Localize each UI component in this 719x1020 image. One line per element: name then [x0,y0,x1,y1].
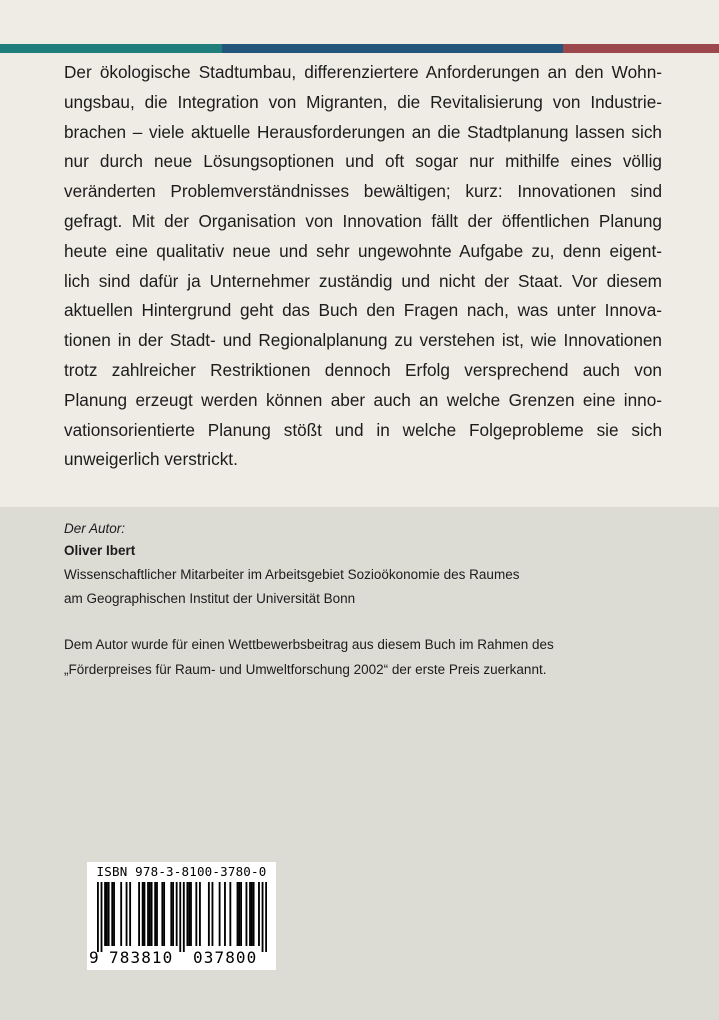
blurb-line: aktuellen Hintergrund geht das Buch den Fragen nach, was unter Innova- [64,300,662,321]
barcode-bar [154,882,156,946]
barcode-bar [249,882,251,946]
barcode-bar [265,882,267,952]
barcode-bar [144,882,146,946]
barcode-bar [262,882,264,952]
barcode-bar [195,882,197,946]
barcode-bar [113,882,115,946]
barcode-bar [101,882,103,952]
ean-first-digit: 9 [89,948,99,967]
blurb-line: nur durch neue Lösungsoptionen und oft sogar nur mithilfe eines völlig [64,151,662,172]
author-position-line-2: am Geographischen Institut der Universität Bonn [64,591,356,606]
isbn-label: ISBN 978-3-8100-3780-0 [96,864,267,879]
blurb-line: vationsorientierte Planung stößt und in welche Folgeprobleme sie sich [64,419,662,440]
barcode-bar [170,882,172,946]
barcode-bar [104,882,106,946]
barcode-bar [183,882,185,952]
author-position-line-1: Wissenschaftlicher Mitarbeiter im Arbeitsgebiet Sozioökonomie des Raumes [64,567,520,582]
award-line-1: Dem Autor wurde für einen Wettbewerbsbeitrag aus diesem Buch im Rahmen des [64,637,554,652]
blurb-line: brachen – viele aktuelle Herausforderungen an die Stadtplanung lassen sich [64,121,662,142]
barcode-bar [238,882,240,946]
blurb-line: veränderten Problemverständnisses bewältigen; kurz: Innovationen sind [64,181,662,202]
barcode-bar [188,882,190,946]
top-stripe-red [563,44,719,53]
barcode-bar [156,882,158,946]
blurb-line: heute eine qualitativ neue und sehr ungewohnte Aufgabe zu, denn eigent- [64,240,662,261]
barcode-bar [179,882,181,952]
blurb-line: Der ökologische Stadtumbau, differenziertere Anforderungen an den Wohn- [64,62,662,82]
award-line-2: „Förderpreises für Raum- und Umweltforschung 2002“ der erste Preis zuerkannt. [64,662,547,677]
barcode-bar [240,882,242,946]
top-stripe-teal [0,44,222,53]
barcode-bar [138,882,140,946]
ean-right-group: 037800 [193,948,258,967]
barcode-bar [142,882,144,946]
barcode-bar [176,882,178,946]
isbn-barcode [87,862,276,970]
blurb-line: Planung erzeugt werden können aber auch an welche Grenzen eine inno- [64,389,662,410]
barcode-bar [199,882,201,946]
book-blurb [64,58,662,475]
author-section [0,507,719,1020]
barcode-bar [246,882,248,946]
barcode-bar [129,882,131,946]
blurb-line: gefragt. Mit der Organisation von Innovation fällt der öffentlichen Planung [64,210,662,231]
barcode-bar [229,882,231,946]
barcode-bar [190,882,192,946]
barcode-bar [186,882,188,946]
barcode-bar [108,882,110,946]
blurb-line: lich sind dafür ja Unternehmer zuständig und nicht der Staat. Vor diesem [64,270,662,291]
author-name: Oliver Ibert [64,543,136,558]
barcode-bar [147,882,149,946]
barcode-bar [97,882,99,952]
barcode-bar [111,882,113,946]
barcode-bar [126,882,128,946]
blurb-line: unweigerlich verstrickt. [64,449,238,470]
blurb-line: ungsbau, die Integration von Migranten, die Revitalisierung von Industrie- [64,91,662,112]
barcode-bar [237,882,239,946]
barcode-bar [258,882,260,946]
blurb-line: trotz zahlreicher Restriktionen dennoch Erfolg versprechend auch von [64,359,662,380]
barcode-bars [97,882,267,952]
author-label: Der Autor: [64,521,126,536]
barcode-bar [212,882,214,946]
barcode-bar [224,882,226,946]
barcode-bar [161,882,163,946]
barcode-bar [151,882,153,946]
barcode-bar [163,882,165,946]
barcode-bar [208,882,210,946]
barcode-bar [219,882,221,946]
barcode-bar [251,882,253,946]
barcode-bar [120,882,122,946]
barcode-bar [149,882,151,946]
barcode-bar [253,882,255,946]
ean-left-group: 783810 [109,948,174,967]
barcode-bar [172,882,174,946]
top-stripe-blue [222,44,563,53]
blurb-line: tionen in der Stadt- und Regionalplanung zu verstehen ist, wie Innovationen [64,330,662,351]
barcode-bar [106,882,108,946]
